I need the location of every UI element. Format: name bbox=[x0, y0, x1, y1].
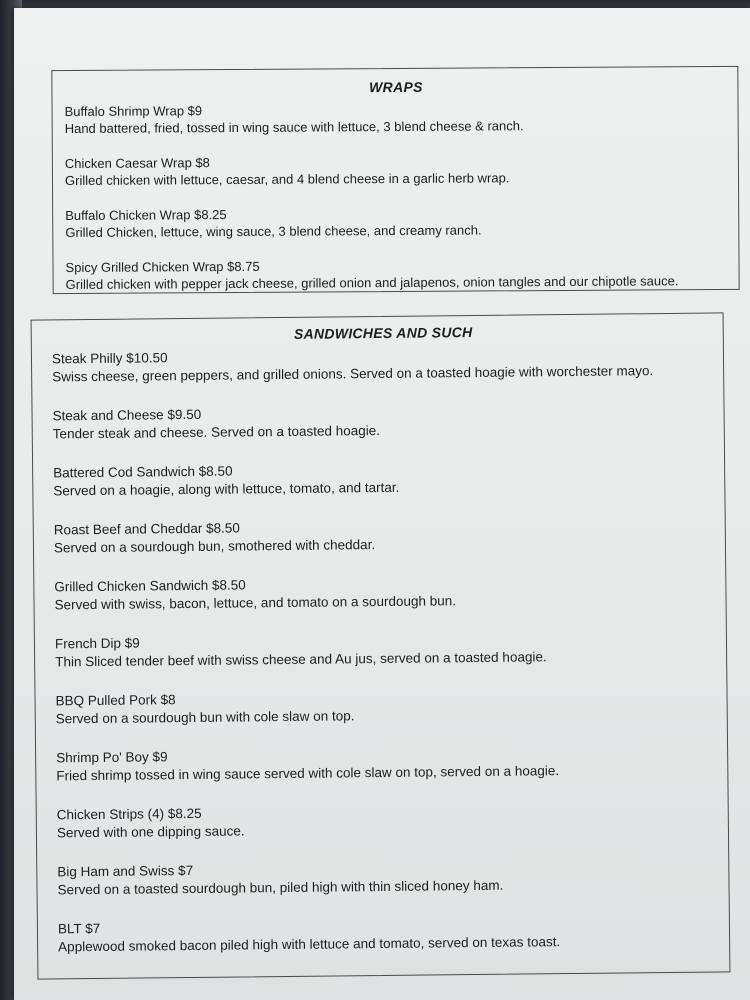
menu-item bbox=[55, 685, 718, 728]
menu-item bbox=[54, 571, 717, 614]
item-name: Spicy Grilled Chicken Wrap $8.75 bbox=[65, 258, 260, 276]
item-name: Big Ham and Swiss $7 bbox=[57, 862, 194, 880]
item-name: French Dip $9 bbox=[54, 635, 140, 652]
menu-item bbox=[58, 913, 721, 956]
menu-item bbox=[55, 628, 718, 671]
menu-item bbox=[65, 203, 728, 241]
item-description: Served on a sourdough bun, smothered with cheddar. bbox=[53, 537, 376, 556]
item-name: BLT $7 bbox=[57, 920, 101, 937]
menu-item bbox=[65, 255, 728, 293]
item-description: Applewood smoked bacon piled high with lettuce and tomato, served on texas toast. bbox=[58, 934, 561, 955]
item-description: Served on a hoagie, along with lettuce, tomato, and tartar. bbox=[53, 479, 400, 499]
item-description: Hand battered, fried, tossed in wing sauce with lettuce, 3 blend cheese & ranch. bbox=[64, 118, 524, 137]
menu-item bbox=[65, 99, 728, 137]
item-description: Thin Sliced tender beef with swiss cheese and Au jus, served on a toasted hoagie. bbox=[55, 649, 547, 670]
menu-item bbox=[54, 514, 717, 557]
sandwiches-section bbox=[31, 312, 731, 979]
menu-item bbox=[52, 343, 715, 386]
menu-item bbox=[57, 799, 720, 842]
item-name: Buffalo Chicken Wrap $8.25 bbox=[65, 207, 227, 224]
item-name: Buffalo Shrimp Wrap $9 bbox=[64, 103, 203, 120]
menu-item bbox=[56, 742, 719, 785]
item-description: Grilled Chicken, lettuce, wing sauce, 3 blend cheese, and creamy ranch. bbox=[65, 222, 482, 241]
item-name: BBQ Pulled Pork $8 bbox=[55, 692, 176, 709]
item-name: Roast Beef and Cheddar $8.50 bbox=[53, 520, 240, 538]
item-description: Grilled chicken with pepper jack cheese, grilled onion and jalapenos, onion tangles and our chipotle sauce. bbox=[65, 273, 679, 293]
item-name: Grilled Chicken Sandwich $8.50 bbox=[54, 577, 246, 595]
wraps-section bbox=[51, 66, 739, 294]
item-name: Chicken Caesar Wrap $8 bbox=[64, 155, 210, 172]
item-description: Served with swiss, bacon, lettuce, and tomato on a sourdough bun. bbox=[54, 593, 457, 613]
item-description: Served on a sourdough bun with cole slaw on top. bbox=[55, 708, 355, 727]
item-description: Fried shrimp tossed in wing sauce served with cole slaw on top, served on a hoagie. bbox=[56, 763, 560, 784]
item-description: Tender steak and cheese. Served on a toasted hoagie. bbox=[52, 422, 381, 442]
menu-page bbox=[14, 8, 750, 1000]
menu-item bbox=[52, 400, 715, 443]
item-description: Served with one dipping sauce. bbox=[56, 823, 245, 841]
section-title-sandwiches: SANDWICHES AND SUCH bbox=[293, 324, 473, 342]
item-description: Served on a toasted sourdough bun, piled high with thin sliced honey ham. bbox=[57, 877, 504, 898]
section-title-wraps: WRAPS bbox=[369, 78, 423, 96]
item-name: Battered Cod Sandwich $8.50 bbox=[53, 463, 233, 481]
menu-item bbox=[65, 151, 728, 189]
item-description: Grilled chicken with lettuce, caesar, and 4 blend cheese in a garlic herb wrap. bbox=[64, 170, 510, 189]
menu-item bbox=[53, 457, 716, 500]
item-name: Chicken Strips (4) $8.25 bbox=[56, 805, 202, 823]
item-description: Swiss cheese, green peppers, and grilled onions. Served on a toasted hoagie with worchester mayo. bbox=[52, 363, 654, 385]
item-name: Steak Philly $10.50 bbox=[51, 350, 168, 367]
menu-item bbox=[57, 856, 720, 899]
item-name: Steak and Cheese $9.50 bbox=[52, 406, 202, 424]
item-name: Shrimp Po' Boy $9 bbox=[56, 749, 168, 766]
